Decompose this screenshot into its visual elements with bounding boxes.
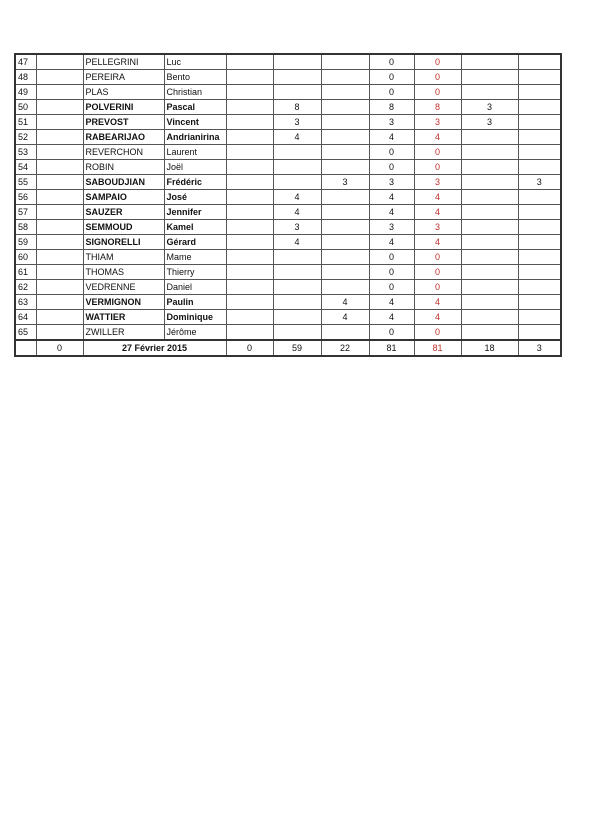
total-value: 81 xyxy=(369,340,414,356)
highlight-cell: 8 xyxy=(414,100,461,115)
value-cell xyxy=(461,220,518,235)
value-cell xyxy=(273,295,321,310)
value-cell xyxy=(226,175,273,190)
highlight-cell: 0 xyxy=(414,54,461,70)
highlight-cell: 4 xyxy=(414,190,461,205)
total-cell: 8 xyxy=(369,100,414,115)
first-name: Jérôme xyxy=(164,325,226,341)
empty-cell xyxy=(36,205,83,220)
value-cell xyxy=(273,175,321,190)
row-number: 48 xyxy=(15,70,36,85)
empty-cell xyxy=(36,145,83,160)
value-cell xyxy=(518,85,561,100)
value-cell xyxy=(461,160,518,175)
last-name: VEDRENNE xyxy=(83,280,164,295)
empty-cell xyxy=(36,265,83,280)
empty-cell xyxy=(36,295,83,310)
table-row xyxy=(15,280,561,295)
value-cell: 4 xyxy=(273,235,321,250)
total-cell: 4 xyxy=(369,295,414,310)
row-number: 55 xyxy=(15,175,36,190)
value-cell xyxy=(321,145,369,160)
value-cell: 4 xyxy=(273,130,321,145)
value-cell xyxy=(226,115,273,130)
empty-cell xyxy=(36,325,83,341)
value-cell xyxy=(273,250,321,265)
table-row xyxy=(15,175,561,190)
first-name: Joël xyxy=(164,160,226,175)
row-number: 61 xyxy=(15,265,36,280)
first-name: Pascal xyxy=(164,100,226,115)
total-cell: 3 xyxy=(369,220,414,235)
value-cell xyxy=(461,250,518,265)
total-cell: 0 xyxy=(369,54,414,70)
total-cell: 0 xyxy=(369,85,414,100)
last-name: WATTIER xyxy=(83,310,164,325)
value-cell xyxy=(226,265,273,280)
value-cell xyxy=(321,115,369,130)
first-name: Dominique xyxy=(164,310,226,325)
table-row xyxy=(15,100,561,115)
value-cell: 4 xyxy=(321,310,369,325)
value-cell xyxy=(461,70,518,85)
highlight-cell: 0 xyxy=(414,280,461,295)
value-cell xyxy=(321,265,369,280)
row-number: 51 xyxy=(15,115,36,130)
first-name: Paulin xyxy=(164,295,226,310)
value-cell xyxy=(518,115,561,130)
value-cell xyxy=(321,130,369,145)
value-cell: 3 xyxy=(461,100,518,115)
value-cell xyxy=(226,310,273,325)
table-body xyxy=(15,54,561,356)
row-number: 65 xyxy=(15,325,36,341)
total-cell: 0 xyxy=(369,265,414,280)
value-cell xyxy=(273,265,321,280)
value-cell xyxy=(461,325,518,341)
highlight-cell: 0 xyxy=(414,265,461,280)
value-cell xyxy=(226,70,273,85)
value-cell xyxy=(518,310,561,325)
row-number: 62 xyxy=(15,280,36,295)
empty-cell xyxy=(36,175,83,190)
highlight-cell: 4 xyxy=(414,235,461,250)
total-cell: 0 xyxy=(369,70,414,85)
value-cell xyxy=(321,220,369,235)
value-cell xyxy=(518,250,561,265)
last-name: POLVERINI xyxy=(83,100,164,115)
row-number: 49 xyxy=(15,85,36,100)
table-row xyxy=(15,85,561,100)
value-cell xyxy=(461,54,518,70)
first-name: Daniel xyxy=(164,280,226,295)
value-cell xyxy=(518,145,561,160)
value-cell xyxy=(518,265,561,280)
total-date: 27 Février 2015 xyxy=(83,340,226,356)
highlight-cell: 3 xyxy=(414,220,461,235)
empty-cell xyxy=(15,340,36,356)
value-cell xyxy=(321,160,369,175)
total-highlight: 81 xyxy=(414,340,461,356)
first-name: José xyxy=(164,190,226,205)
value-cell xyxy=(273,160,321,175)
empty-cell xyxy=(36,100,83,115)
value-cell xyxy=(461,190,518,205)
last-name: ROBIN xyxy=(83,160,164,175)
table-row xyxy=(15,235,561,250)
table-row xyxy=(15,115,561,130)
value-cell xyxy=(273,145,321,160)
value-cell xyxy=(461,205,518,220)
value-cell xyxy=(226,280,273,295)
highlight-cell: 0 xyxy=(414,160,461,175)
table-row xyxy=(15,160,561,175)
first-name: Luc xyxy=(164,54,226,70)
value-cell xyxy=(461,310,518,325)
value-cell xyxy=(273,310,321,325)
table-row xyxy=(15,295,561,310)
first-name: Laurent xyxy=(164,145,226,160)
row-number: 56 xyxy=(15,190,36,205)
empty-cell xyxy=(36,85,83,100)
total-cell: 4 xyxy=(369,235,414,250)
last-name: SAMPAIO xyxy=(83,190,164,205)
empty-cell xyxy=(36,250,83,265)
value-cell xyxy=(321,100,369,115)
value-cell: 4 xyxy=(273,205,321,220)
value-cell: 3 xyxy=(461,115,518,130)
value-cell: 8 xyxy=(273,100,321,115)
table-row xyxy=(15,190,561,205)
total-cell: 0 xyxy=(369,325,414,341)
empty-cell xyxy=(36,54,83,70)
empty-cell xyxy=(36,220,83,235)
row-number: 50 xyxy=(15,100,36,115)
highlight-cell: 0 xyxy=(414,145,461,160)
value-cell: 3 xyxy=(273,115,321,130)
total-cell: 4 xyxy=(369,205,414,220)
value-cell: 3 xyxy=(273,220,321,235)
empty-cell xyxy=(36,310,83,325)
last-name: THIAM xyxy=(83,250,164,265)
value-cell xyxy=(321,85,369,100)
value-cell: 4 xyxy=(321,295,369,310)
value-cell xyxy=(226,205,273,220)
value-cell xyxy=(226,250,273,265)
value-cell xyxy=(518,100,561,115)
total-cell: 0 xyxy=(369,280,414,295)
table-row xyxy=(15,325,561,341)
total-value: 59 xyxy=(273,340,321,356)
row-number: 59 xyxy=(15,235,36,250)
highlight-cell: 4 xyxy=(414,310,461,325)
last-name: REVERCHON xyxy=(83,145,164,160)
value-cell xyxy=(226,130,273,145)
value-cell xyxy=(518,220,561,235)
highlight-cell: 4 xyxy=(414,130,461,145)
table-row xyxy=(15,310,561,325)
highlight-cell: 0 xyxy=(414,70,461,85)
value-cell xyxy=(321,235,369,250)
results-table xyxy=(14,53,562,357)
total-cell: 3 xyxy=(369,115,414,130)
value-cell xyxy=(518,190,561,205)
last-name: SAUZER xyxy=(83,205,164,220)
first-name: Mame xyxy=(164,250,226,265)
value-cell xyxy=(273,70,321,85)
value-cell xyxy=(461,175,518,190)
value-cell xyxy=(226,54,273,70)
value-cell xyxy=(273,85,321,100)
value-cell xyxy=(518,295,561,310)
table-row xyxy=(15,54,561,70)
first-name: Jennifer xyxy=(164,205,226,220)
total-cell: 3 xyxy=(369,175,414,190)
row-number: 54 xyxy=(15,160,36,175)
value-cell: 3 xyxy=(321,175,369,190)
value-cell xyxy=(273,280,321,295)
value-cell xyxy=(226,325,273,341)
total-count: 0 xyxy=(36,340,83,356)
total-row xyxy=(15,340,561,356)
last-name: PEREIRA xyxy=(83,70,164,85)
first-name: Andrianirina xyxy=(164,130,226,145)
last-name: SABOUDJIAN xyxy=(83,175,164,190)
highlight-cell: 0 xyxy=(414,85,461,100)
last-name: PREVOST xyxy=(83,115,164,130)
table-row xyxy=(15,145,561,160)
value-cell xyxy=(321,280,369,295)
table-row xyxy=(15,250,561,265)
empty-cell xyxy=(36,280,83,295)
value-cell xyxy=(518,54,561,70)
last-name: PLAS xyxy=(83,85,164,100)
last-name: THOMAS xyxy=(83,265,164,280)
highlight-cell: 0 xyxy=(414,250,461,265)
empty-cell xyxy=(36,130,83,145)
value-cell xyxy=(518,130,561,145)
row-number: 57 xyxy=(15,205,36,220)
row-number: 64 xyxy=(15,310,36,325)
first-name: Bento xyxy=(164,70,226,85)
value-cell xyxy=(226,160,273,175)
last-name: SEMMOUD xyxy=(83,220,164,235)
value-cell xyxy=(226,235,273,250)
value-cell xyxy=(518,280,561,295)
first-name: Vincent xyxy=(164,115,226,130)
first-name: Gérard xyxy=(164,235,226,250)
value-cell xyxy=(518,70,561,85)
value-cell xyxy=(461,130,518,145)
value-cell xyxy=(273,325,321,341)
value-cell: 4 xyxy=(273,190,321,205)
first-name: Kamel xyxy=(164,220,226,235)
last-name: VERMIGNON xyxy=(83,295,164,310)
value-cell xyxy=(461,295,518,310)
value-cell xyxy=(518,235,561,250)
value-cell xyxy=(226,100,273,115)
total-value: 3 xyxy=(518,340,561,356)
value-cell xyxy=(461,280,518,295)
total-cell: 4 xyxy=(369,190,414,205)
last-name: PELLEGRINI xyxy=(83,54,164,70)
total-value: 18 xyxy=(461,340,518,356)
value-cell xyxy=(226,220,273,235)
value-cell xyxy=(226,145,273,160)
last-name: ZWILLER xyxy=(83,325,164,341)
total-cell: 0 xyxy=(369,145,414,160)
total-cell: 0 xyxy=(369,160,414,175)
value-cell xyxy=(518,205,561,220)
value-cell xyxy=(461,265,518,280)
row-number: 52 xyxy=(15,130,36,145)
value-cell: 3 xyxy=(518,175,561,190)
value-cell xyxy=(226,190,273,205)
first-name: Thierry xyxy=(164,265,226,280)
empty-cell xyxy=(36,190,83,205)
first-name: Christian xyxy=(164,85,226,100)
table-row xyxy=(15,265,561,280)
empty-cell xyxy=(36,70,83,85)
total-value: 0 xyxy=(226,340,273,356)
row-number: 47 xyxy=(15,54,36,70)
row-number: 58 xyxy=(15,220,36,235)
value-cell xyxy=(461,235,518,250)
value-cell xyxy=(321,190,369,205)
row-number: 60 xyxy=(15,250,36,265)
empty-cell xyxy=(36,160,83,175)
total-value: 22 xyxy=(321,340,369,356)
highlight-cell: 4 xyxy=(414,295,461,310)
highlight-cell: 0 xyxy=(414,325,461,341)
highlight-cell: 4 xyxy=(414,205,461,220)
table-row xyxy=(15,70,561,85)
row-number: 63 xyxy=(15,295,36,310)
empty-cell xyxy=(36,115,83,130)
value-cell xyxy=(273,54,321,70)
first-name: Frédéric xyxy=(164,175,226,190)
value-cell xyxy=(461,145,518,160)
value-cell xyxy=(321,205,369,220)
value-cell xyxy=(321,70,369,85)
last-name: SIGNORELLI xyxy=(83,235,164,250)
total-cell: 0 xyxy=(369,250,414,265)
value-cell xyxy=(321,54,369,70)
value-cell xyxy=(321,325,369,341)
table-row xyxy=(15,205,561,220)
empty-cell xyxy=(36,235,83,250)
row-number: 53 xyxy=(15,145,36,160)
value-cell xyxy=(461,85,518,100)
highlight-cell: 3 xyxy=(414,175,461,190)
value-cell xyxy=(518,160,561,175)
table-row xyxy=(15,220,561,235)
highlight-cell: 3 xyxy=(414,115,461,130)
value-cell xyxy=(321,250,369,265)
value-cell xyxy=(226,85,273,100)
value-cell xyxy=(518,325,561,341)
total-cell: 4 xyxy=(369,130,414,145)
last-name: RABEARIJAO xyxy=(83,130,164,145)
total-cell: 4 xyxy=(369,310,414,325)
value-cell xyxy=(226,295,273,310)
table-row xyxy=(15,130,561,145)
